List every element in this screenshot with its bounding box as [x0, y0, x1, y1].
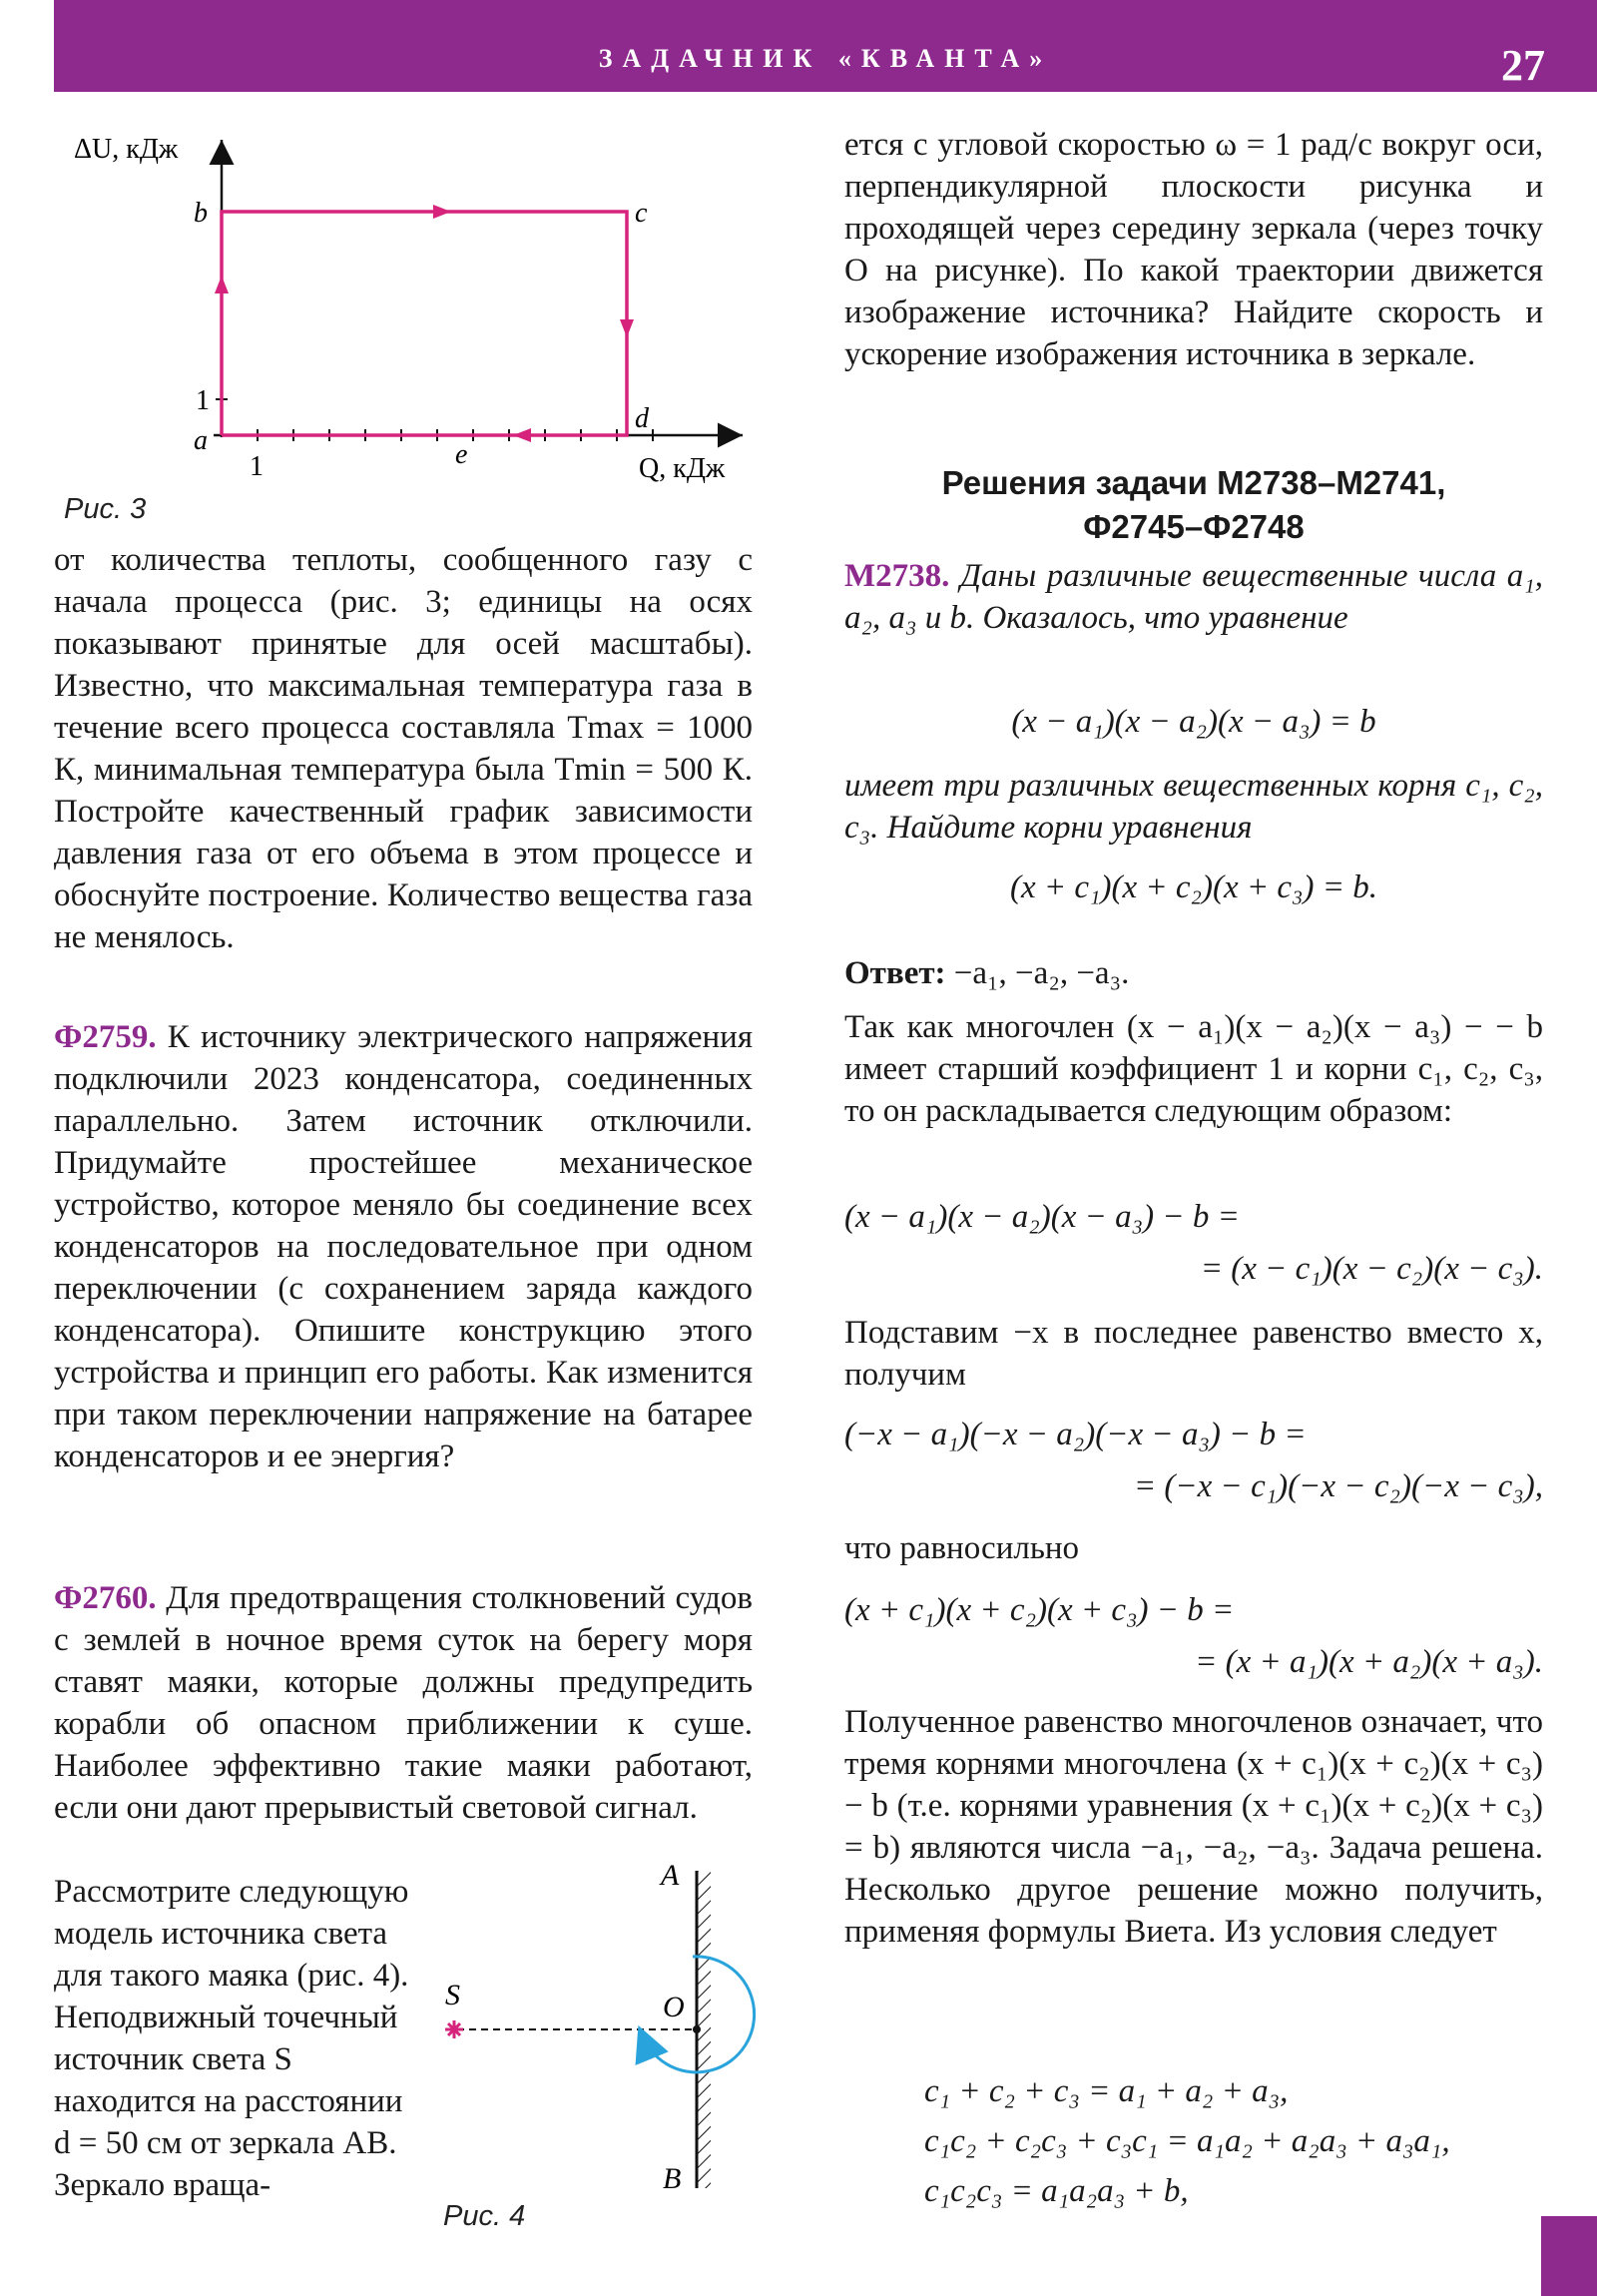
point-e-label: e — [455, 439, 468, 470]
vieta-formula-2: c₁c₂ + c₂c₃ + c₃c₁ = a₁a₂ + a₂a₃ + a₃a₁, — [924, 2123, 1450, 2159]
y-axis-label: ΔU, кДж — [74, 134, 179, 165]
page-corner-marker — [1541, 2216, 1597, 2296]
y-tick-1-label: 1 — [196, 385, 210, 416]
solution-paragraph-2: Подставим −x в последнее равенство вместо x, получим — [844, 1315, 1543, 1393]
arrow-right-bc — [433, 205, 451, 219]
figure-3-cycle-diagram — [54, 128, 753, 487]
equation-2: (x + c₁)(x + c₂)(x + c₃) = b. — [1009, 869, 1378, 905]
problem-continuation-paragraph: от количества теплоты, сообщенного газу с начала процесса (рис. 3; единицы на осях показывают принятые для осей масштабы). Известно, что максимальная температура газа в течение всего процесса составляла Tmax = 1000 К, минимальная температура была Tmin = 500 К. Постройте качественный график зависимости давления газа от его объема в этом процессе и обоснуйте построение. Количество вещества газа не менялось. — [54, 542, 753, 955]
journal-section-title: ЗАДАЧНИК «КВАНТА» — [598, 44, 1053, 73]
cycle-path — [222, 212, 627, 435]
equation-3-line-2: = (x − c₁)(x − c₂)(x − c₃). — [1200, 1251, 1543, 1287]
equation-5-line-2: = (x + a₁)(x + a₂)(x + a₃). — [1195, 1644, 1543, 1680]
problem-m2738-label: М2738. — [844, 558, 950, 594]
solution-paragraph-3: что равносильно — [844, 1530, 1080, 1566]
solutions-heading-line1: Решения задачи М2738–М2741, — [941, 464, 1446, 501]
equation-4-line-2: = (−x − c₁)(−x − c₂)(−x − c₃), — [1133, 1468, 1543, 1504]
equation-4-line-1: (−x − a₁)(−x − a₂)(−x − a₃) − b = — [844, 1417, 1307, 1452]
problem-f2760-text: Для предотвращения столкновений судов с землей в ночное время суток на берегу моря ставят маяки, которые должны предупредить корабли об опасном приближении к суше. Наиболее эффективно такие маяки работают, если они дают прерывистый световой сигнал. — [54, 1580, 753, 1826]
point-c-label: c — [635, 198, 648, 229]
answer-label: Ответ: — [844, 955, 946, 991]
problem-f2759-text: К источнику электрического напряжения подключили 2023 конденсатора, соединенных параллельно. Затем источник отключили. Придумайте простейшее механическое устройство, которое меняло бы соединение всех конденсаторов на последовательное при одном переключении (с сохранением заряда каждого конденсатора). Опишите конструкцию этого устройства и принцип его работы. Как изменится при таком переключении напряжение на батарее конденсаторов и ее энергия? — [54, 1019, 754, 1474]
figure-3-caption: Рис. 3 — [64, 493, 147, 525]
solution-paragraph-4: Полученное равенство многочленов означает, что тремя корнями многочлена (x + c₁)(x + c₂)(x + c₃) − b (т.е. корнями уравнения (x + c₁)(x + c₂)(x + c₃) = b) являются числа −a₁, −a₂, −a₃. Задача решена. Несколько другое решение можно получить, применяя формулы Виета. Из условия следует — [844, 1704, 1543, 1950]
answer — [844, 952, 1543, 994]
arrow-up-ab — [215, 276, 229, 293]
solution-paragraph-1: Так как многочлен (x − a₁)(x − a₂)(x − a₃) − − b имеет старший коэффициент 1 и корни c₁, c₂, c₃, то он раскладывается следующим образом: — [844, 1009, 1543, 1129]
problem-m2738-text-2: имеет три различных вещественных корня c₁, c₂, c₃. Найдите корни уравнения — [844, 768, 1543, 846]
arrow-down-cd — [620, 319, 634, 337]
arrow-left-de — [513, 428, 531, 442]
solutions-heading — [844, 461, 1543, 549]
problem-m2738 — [844, 555, 1543, 639]
problem-f2760-label: Ф2760. — [54, 1580, 157, 1616]
solutions-heading-line2: Ф2745–Ф2748 — [1083, 508, 1305, 545]
figure-4-caption: Рис. 4 — [443, 2200, 526, 2232]
pivot-point-o — [693, 2025, 701, 2033]
point-a-label: a — [194, 425, 208, 456]
label-a: A — [661, 1859, 680, 1892]
point-d-label: d — [635, 403, 649, 434]
figure-4-mirror-diagram — [429, 1857, 759, 2206]
equation-1: (x − a₁)(x − a₂)(x − a₃) = b — [1011, 704, 1376, 740]
label-o: O — [663, 1991, 685, 2023]
problem-f2759-label: Ф2759. — [54, 1019, 157, 1055]
page-number: 27 — [1501, 41, 1545, 90]
equation-3-line-1: (x − a₁)(x − a₂)(x − a₃) − b = — [844, 1199, 1240, 1235]
x-axis-label: Q, кДж — [639, 453, 726, 484]
problem-m2738-text: Даны различные вещественные числа a₁, a₂, a₃ и b. Оказалось, что уравнение — [844, 558, 1543, 636]
vieta-formula-3: c₁c₂c₃ = a₁a₂a₃ + b, — [924, 2173, 1189, 2209]
x-tick-1-label: 1 — [250, 451, 264, 482]
vieta-formula-1: c₁ + c₂ + c₃ = a₁ + a₂ + a₃, — [924, 2073, 1289, 2109]
problem-f2760-ending: ется с угловой скоростью ω = 1 рад/с вокруг оси, перпендикулярной плоскости рисунка и проходящей через середину зеркала (через точку O на рисунке). По какой траектории движется изображение источника? Найдите скорость и ускорение изображения источника в зеркале. — [844, 127, 1543, 372]
answer-value: −a₁, −a₂, −a₃. — [953, 955, 1130, 991]
problem-f2760 — [54, 1577, 753, 1829]
label-b: B — [663, 2162, 682, 2195]
page-header — [54, 0, 1597, 92]
problem-f2760-continuation: Рассмотрите следующую модель источника света для такого маяка (рис. 4). Неподвижный точечный источник света S находится на расстоянии d = 50 см от зеркала AB. Зеркало враща- — [54, 1874, 409, 2203]
label-s: S — [445, 1979, 460, 2011]
equation-5-line-1: (x + c₁)(x + c₂)(x + c₃) − b = — [844, 1592, 1235, 1628]
problem-f2759 — [54, 1016, 753, 1477]
point-b-label: b — [194, 198, 208, 229]
